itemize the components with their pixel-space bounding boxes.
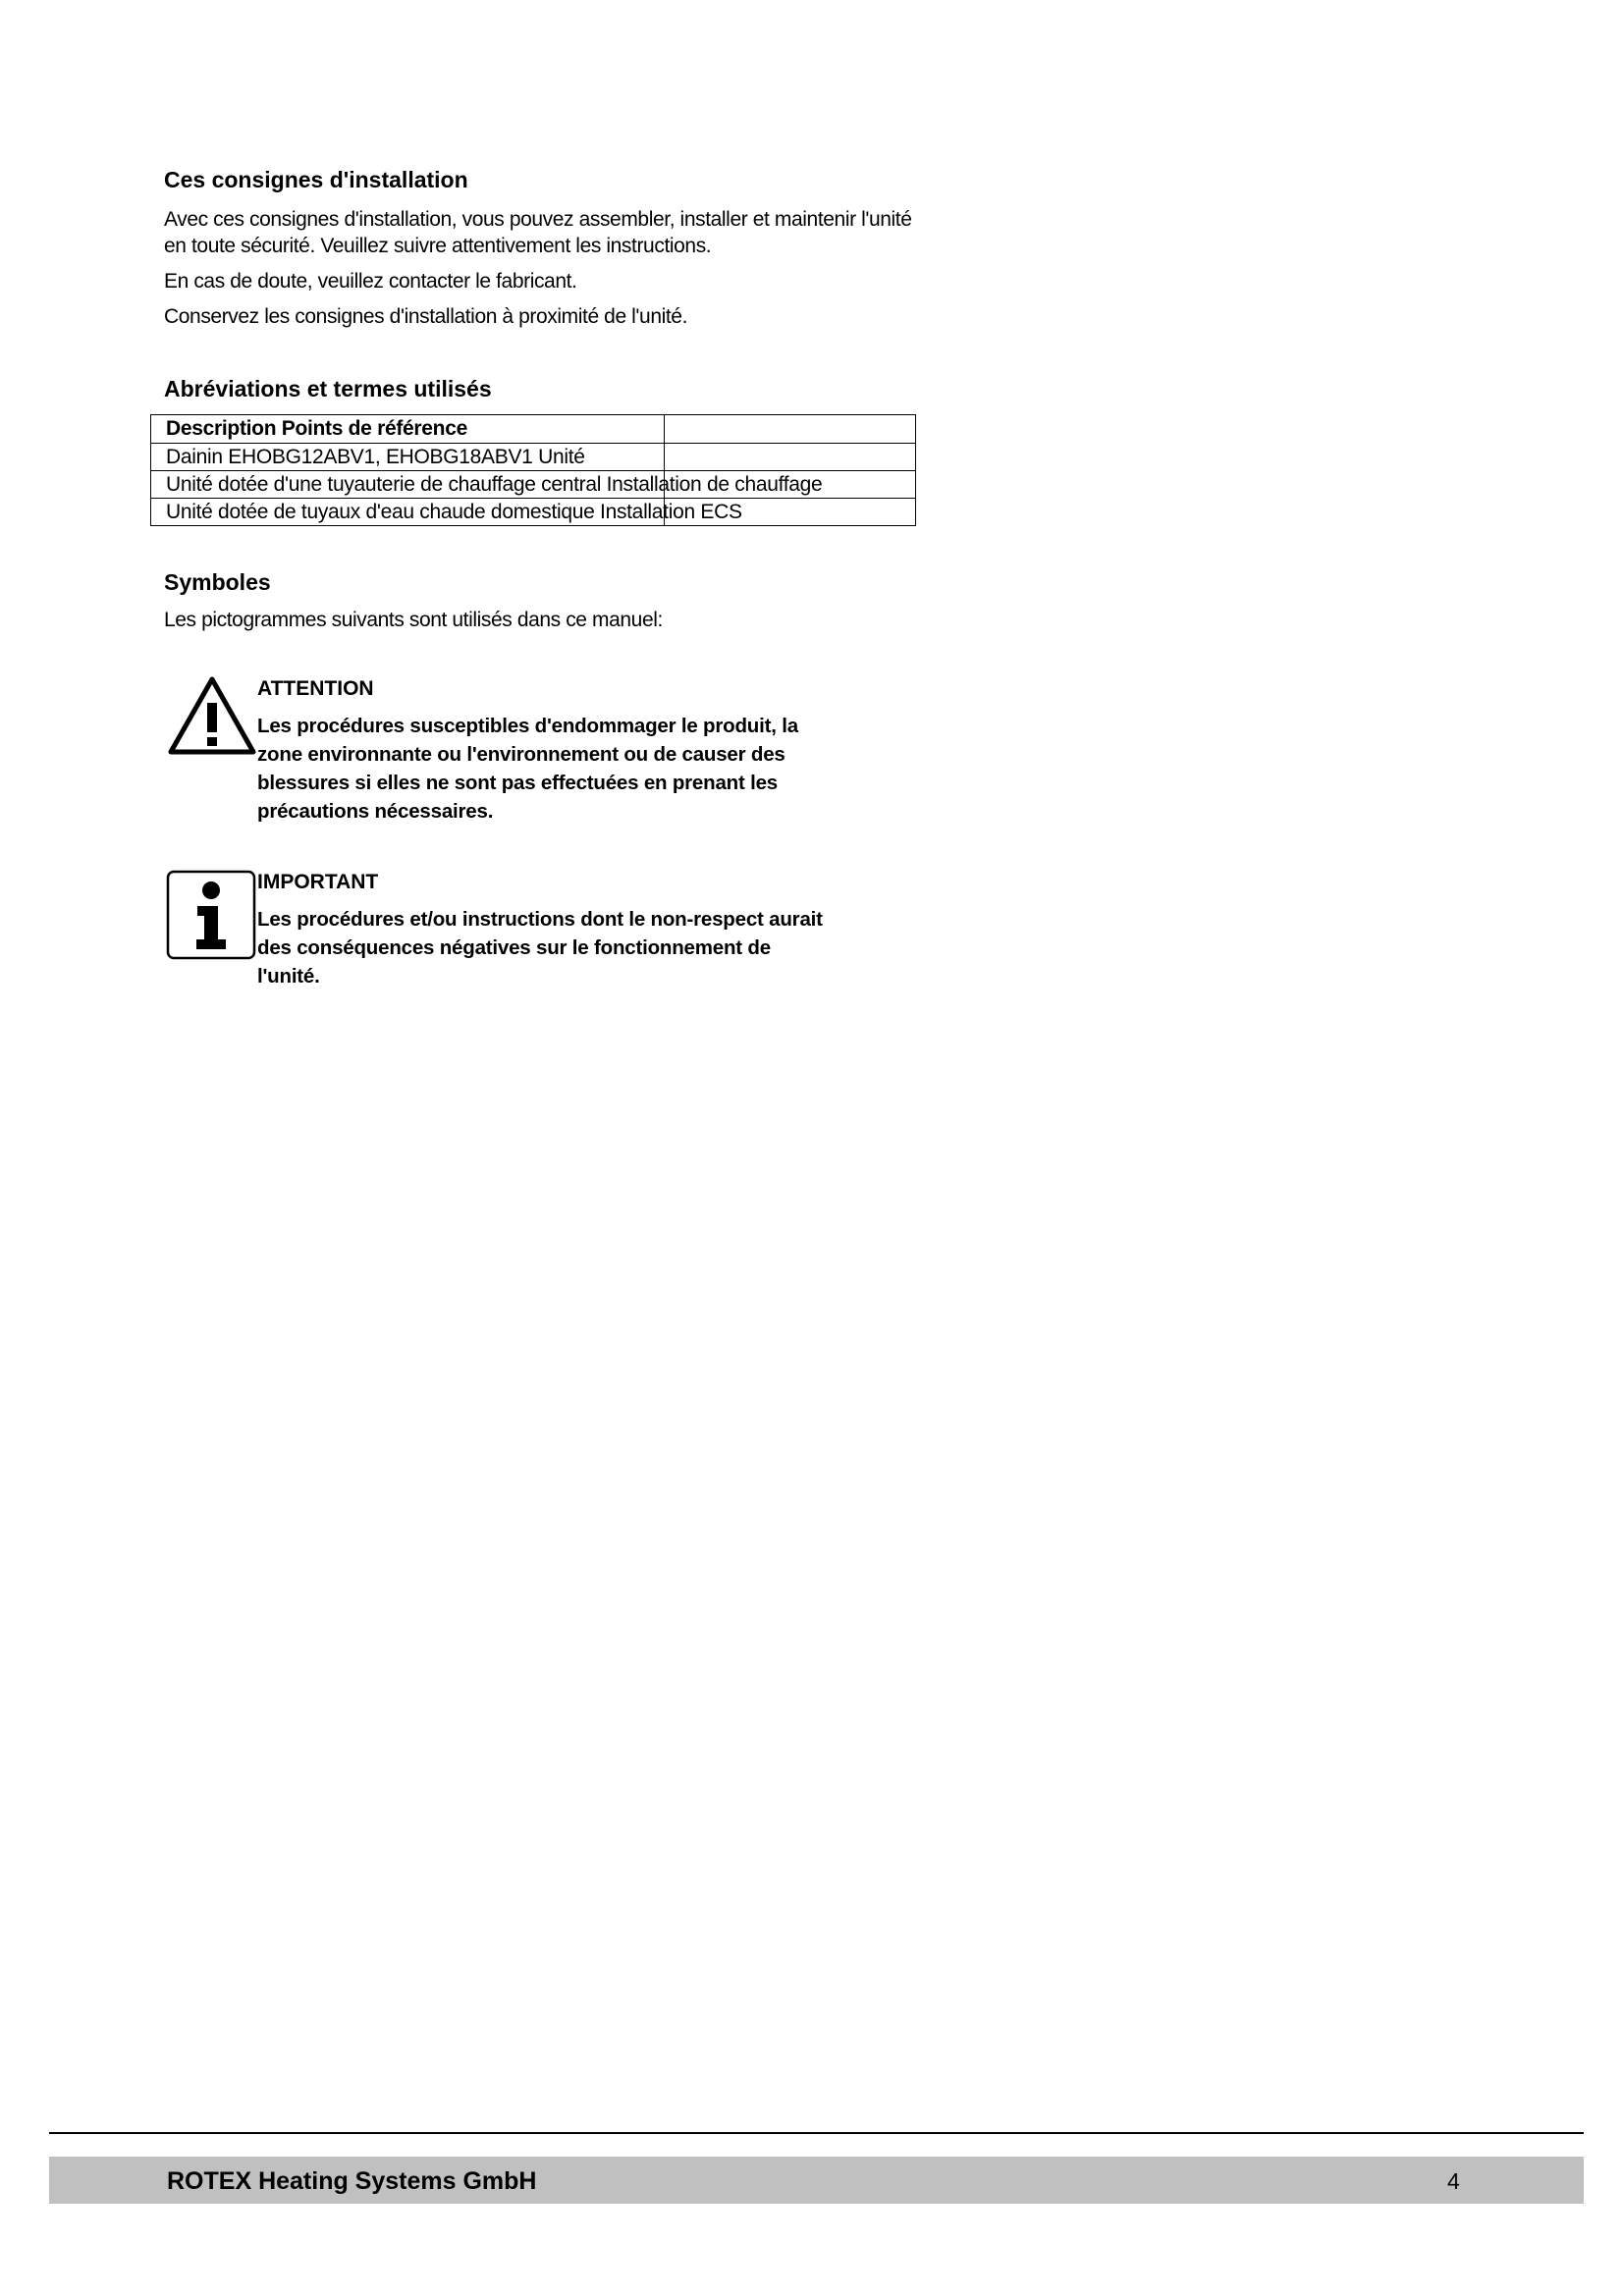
important-title: IMPORTANT [257, 871, 379, 893]
section-heading-abbreviations: Abréviations et termes utilisés [164, 376, 492, 401]
abbreviations-table [150, 414, 916, 526]
table-cell: Unité dotée de tuyaux d'eau chaude domestique Installation ECS [166, 501, 742, 523]
attention-line-3: blessures si elles ne sont pas effectuées en prenant les [257, 772, 778, 794]
intro-line-3: En cas de doute, veuillez contacter le fabricant. [164, 270, 577, 293]
column-divider [664, 444, 665, 470]
attention-line-1: Les procédures susceptibles d'endommager le produit, la [257, 715, 798, 737]
section-heading-symbols: Symboles [164, 569, 271, 595]
attention-title: ATTENTION [257, 677, 374, 700]
table-cell: Dainin EHOBG12ABV1, EHOBG18ABV1 Unité [166, 446, 585, 468]
table-row [151, 470, 915, 498]
table-row [151, 498, 915, 525]
important-line-3: l'unité. [257, 965, 320, 988]
table-row [151, 443, 915, 470]
important-line-1: Les procédures et/ou instructions dont le non-respect aurait [257, 908, 823, 931]
column-divider [664, 499, 665, 525]
intro-line-2: en toute sécurité. Veuillez suivre attentivement les instructions. [164, 235, 712, 257]
warning-triangle-icon [167, 675, 257, 758]
info-icon [165, 869, 257, 961]
footer-bar [49, 2157, 1584, 2204]
attention-line-4: précautions nécessaires. [257, 800, 494, 823]
intro-line-1: Avec ces consignes d'installation, vous pouvez assembler, installer et maintenir l'unité [164, 208, 912, 231]
intro-line-4: Conservez les consignes d'installation à proximité de l'unité. [164, 305, 688, 328]
footer-divider [49, 2132, 1584, 2134]
section-heading-installation: Ces consignes d'installation [164, 167, 468, 192]
symbols-intro: Les pictogrammes suivants sont utilisés dans ce manuel: [164, 609, 663, 631]
column-divider [664, 415, 665, 443]
table-cell: Unité dotée d'une tuyauterie de chauffage central Installation de chauffage [166, 473, 823, 496]
table-cell: Description Points de référence [166, 417, 467, 440]
page-number: 4 [1447, 2168, 1460, 2194]
column-divider [664, 471, 665, 498]
footer-company-name: ROTEX Heating Systems GmbH [167, 2167, 537, 2195]
table-header-row [151, 415, 915, 443]
important-line-2: des conséquences négatives sur le fonctionnement de [257, 936, 771, 959]
attention-line-2: zone environnante ou l'environnement ou de causer des [257, 743, 785, 766]
